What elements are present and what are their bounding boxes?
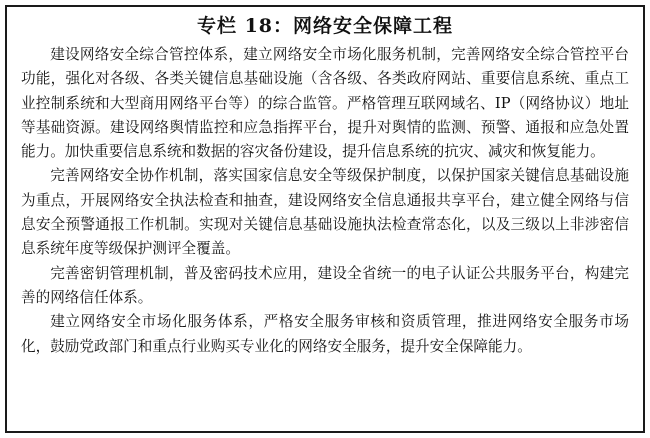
paragraph-key-management: 完善密钥管理机制，普及密码技术应用，建设全省统一的电子认证公共服务平台，构建完善的网络信任体系。	[21, 264, 629, 306]
paragraph-comprehensive-control: 建设网络安全综合管控体系，建立网络安全市场化服务机制，完善网络安全综合管控平台功能，强化对各级、各类关键信息基础设施（含各级、各类政府网站、重要信息系统、重点工业控制系统和大型商用网络平台等）的综合监管。严格管理互联网域名、IP（网络协议）地址等基础资源。建设网络舆情监控和应急指挥平台，提升对舆情的监测、预警、通报和应急处置能力。加快重要信息系统和数据的容灾备份建设，提升信息系统的抗灾、减灾和恢复能力。	[21, 46, 629, 161]
box-title: 专栏 18：网络安全保障工程	[196, 15, 454, 37]
paragraph-collaboration-mechanism: 完善网络安全协作机制，落实国家信息安全等级保护制度，以保护国家关键信息基础设施为重点，开展网络安全执法检查和抽查，建设网络安全信息通报共享平台，建立健全网络与信息安全预警通报工作机制。实现对关键信息基础设施执法检查常态化，以及三级以上非涉密信息系统年度等级保护测评全覆盖。	[21, 167, 629, 258]
feature-box	[5, 5, 645, 433]
paragraph-market-services: 建立网络安全市场化服务体系，严格安全服务审核和资质管理，推进网络安全服务市场化，鼓励党政部门和重点行业购买专业化的网络安全服务，提升安全保障能力。	[21, 313, 629, 355]
